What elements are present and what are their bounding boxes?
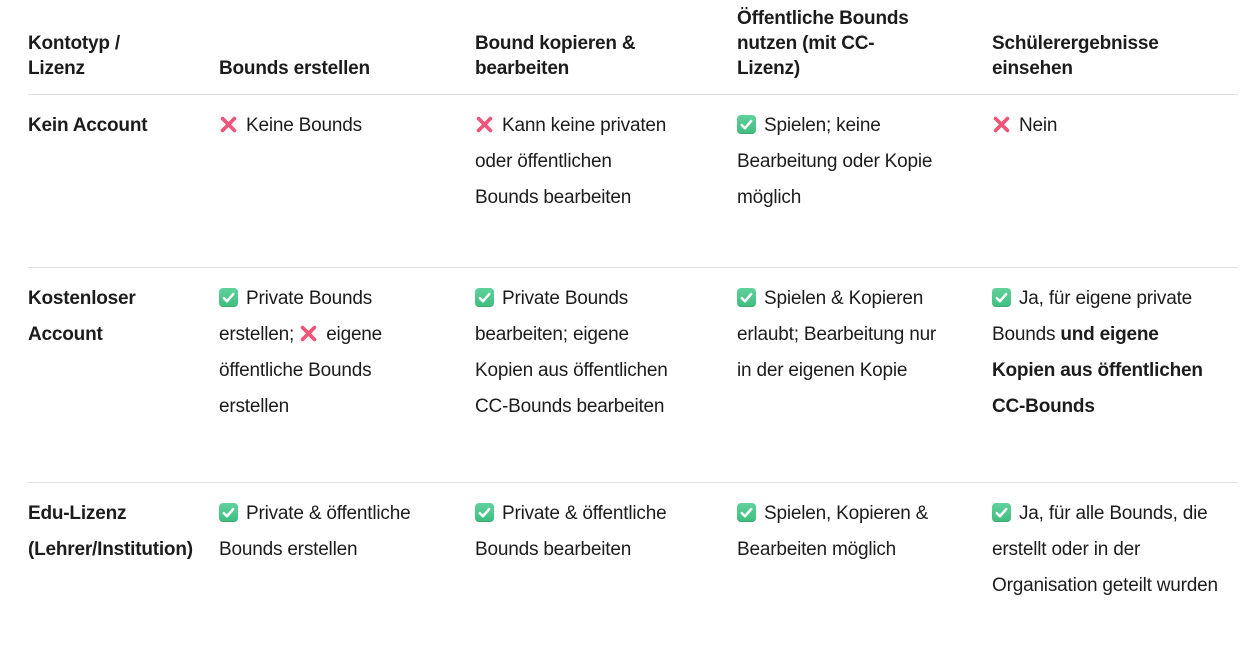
row-label: Kein Account (28, 115, 148, 136)
row-label: Kostenloser Account (28, 288, 136, 345)
check-icon (475, 288, 494, 307)
table-header-row (28, 0, 1238, 95)
row-label: Edu-Lizenz (Lehrer/Institution) (28, 503, 193, 560)
check-icon (219, 288, 238, 307)
check-icon (475, 503, 494, 522)
check-icon (737, 288, 756, 307)
column-header: Schülerergebnisse einsehen (992, 33, 1159, 79)
table-cell: Kann keine privaten oder öffentlichen Bounds bearbeiten (475, 115, 667, 208)
column-header: Bounds erstellen (219, 58, 370, 79)
cross-icon (299, 324, 318, 343)
column-header: Öffentliche Bounds nutzen (mit CC-Lizenz) (737, 8, 909, 79)
table-row (28, 483, 1238, 658)
column-header: Bound kopieren & bearbeiten (475, 33, 636, 79)
table-row (28, 268, 1238, 483)
column-header: Kontotyp / Lizenz (28, 33, 120, 79)
table-row (28, 95, 1238, 268)
table-cell: Private Bounds erstellen; eigene öffentliche Bounds erstellen (219, 288, 383, 417)
bold-text: und eigene Kopien aus öffentlichen CC-Bounds (992, 324, 1203, 417)
table-cell: Private & öffentliche Bounds erstellen (219, 503, 411, 560)
cross-icon (475, 115, 494, 134)
check-icon (219, 503, 238, 522)
table-body (28, 95, 1238, 658)
check-icon (992, 288, 1011, 307)
table-cell: Spielen, Kopieren & Bearbeiten möglich (737, 503, 929, 560)
table-cell: Keine Bounds (219, 95, 475, 267)
table-cell: Private Bounds bearbeiten; eigene Kopien aus öffentlichen CC-Bounds bearbeiten (475, 288, 668, 417)
table-cell: Spielen & Kopieren erlaubt; Bearbeitung nur in der eigenen Kopie (737, 288, 937, 381)
cross-icon (992, 115, 1011, 134)
check-icon (737, 115, 756, 134)
table-cell: Private & öffentliche Bounds bearbeiten (475, 503, 667, 560)
permissions-table (28, 0, 1238, 658)
table-cell: Ja, für eigene private Bounds und eigene Kopien aus öffentlichen CC-Bounds (992, 288, 1203, 417)
check-icon (992, 503, 1011, 522)
table-cell: Ja, für alle Bounds, die erstellt oder in der Organisation geteilt wurden (992, 503, 1218, 596)
table-cell: Spielen; keine Bearbeitung oder Kopie möglich (737, 115, 933, 208)
check-icon (737, 503, 756, 522)
cross-icon (219, 115, 238, 134)
table-cell: Nein (992, 95, 1238, 267)
